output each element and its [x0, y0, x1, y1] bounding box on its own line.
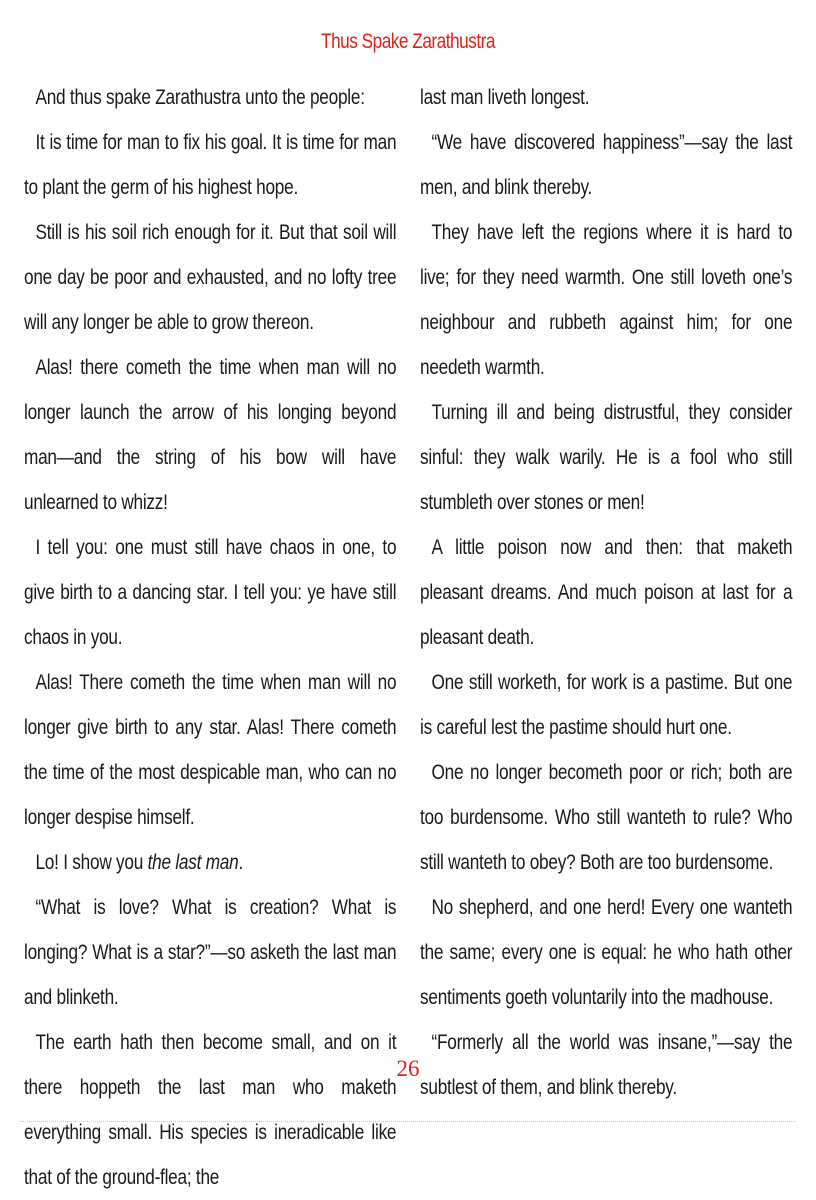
paragraph: “Formerly all the world was insane,”—say the subtlest of them, and blink thereby.: [420, 1031, 793, 1099]
paragraph: Alas! There cometh the time when man will no longer give birth to any star. Alas! There cometh the time of the most despicable man, who can no longer despise himself.: [24, 671, 397, 829]
right-column: [420, 75, 792, 1110]
paragraph: Alas! there cometh the time when man will no longer launch the arrow of his longing beyond man—and the string of his bow will have unlearned to whizz!: [24, 356, 397, 514]
left-column-text: [24, 75, 396, 1200]
left-column: [24, 75, 396, 1200]
paragraph: “We have discovered happiness”—say the last men, and blink thereby.: [420, 131, 793, 199]
paragraph: No shepherd, and one herd! Every one wanteth the same; every one is equal: he who hath other sentiments goeth voluntarily into the madhouse.: [420, 896, 793, 1009]
paragraph: [24, 840, 396, 885]
paragraph: The earth hath then become small, and on it there hoppeth the last man who maketh everything small. His species is ineradicable like that of the ground-flea; the: [24, 1031, 397, 1189]
paragraph: “What is love? What is creation? What is longing? What is a star?”—so asketh the last man and blinketh.: [24, 896, 397, 1009]
paragraph: One no longer becometh poor or rich; both are too burdensome. Who still wanteth to rule? Who still wanteth to obey? Both are too burdensome.: [420, 761, 793, 874]
paragraph: And thus spake Zarathustra unto the people:: [35, 86, 365, 109]
page-number: 26: [396, 1056, 420, 1081]
running-title: Thus Spake Zarathustra: [321, 30, 495, 53]
right-column-text: [420, 75, 792, 1110]
paragraph: One still worketh, for work is a pastime. But one is careful lest the pastime should hurt one.: [420, 671, 793, 739]
emphasis-the-last-man: the last man: [147, 851, 239, 874]
paragraph: It is time for man to fix his goal. It is time for man to plant the germ of his highest hope.: [24, 131, 397, 199]
paragraph-lead: Lo! I show you: [35, 851, 148, 874]
paragraph-continuation: last man liveth longest.: [420, 86, 590, 109]
paragraph: I tell you: one must still have chaos in one, to give birth to a dancing star. I tell you: ye have still chaos in you.: [24, 536, 397, 649]
footer-divider: [20, 1121, 796, 1122]
paragraph: Turning ill and being distrustful, they consider sinful: they walk warily. He is a fool who still stumbleth over stones or men!: [420, 401, 793, 514]
paragraph: They have left the regions where it is hard to live; for they need warmth. One still loveth one’s neighbour and rubbeth against him; for one needeth warmth.: [420, 221, 793, 379]
paragraph: A little poison now and then: that maketh pleasant dreams. And much poison at last for a pleasant death.: [420, 536, 793, 649]
paragraph-tail: .: [238, 851, 244, 874]
paragraph: Still is his soil rich enough for it. But that soil will one day be poor and exhausted, and no lofty tree will any longer be able to grow thereon.: [24, 221, 397, 334]
